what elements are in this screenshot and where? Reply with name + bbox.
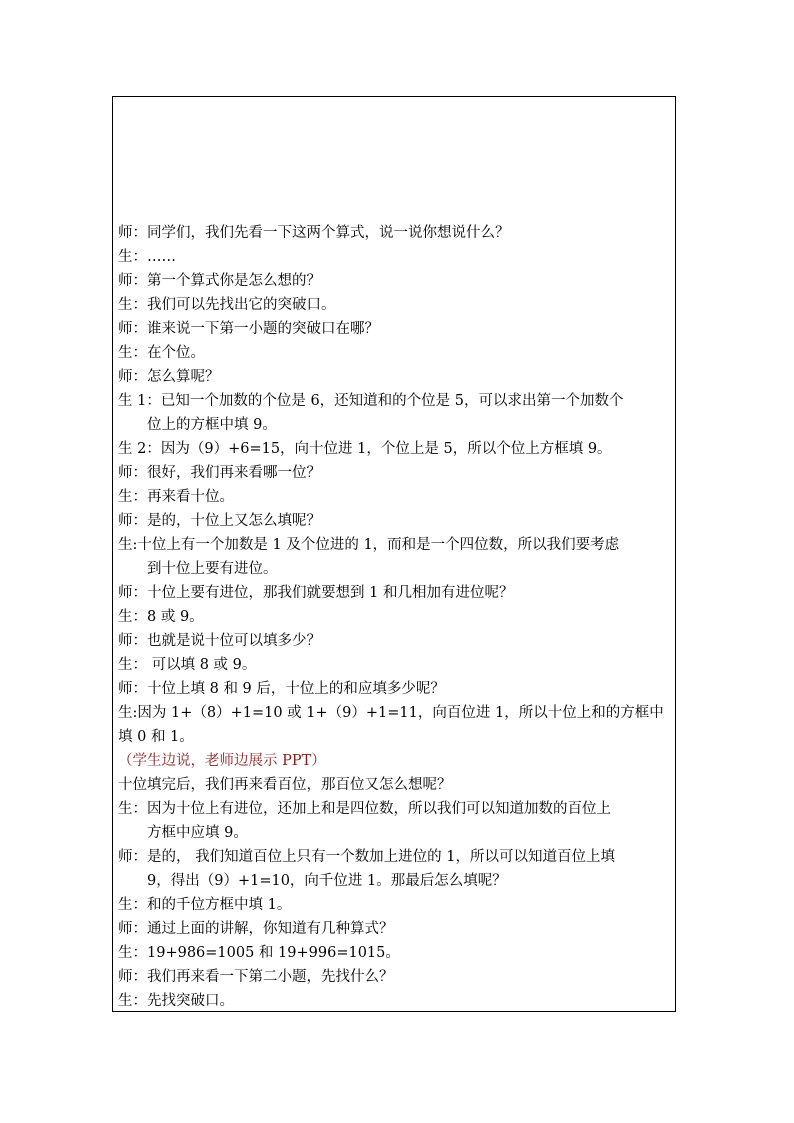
dialogue-line <box>118 437 674 461</box>
dialogue-line <box>118 293 674 317</box>
dialogue-line <box>118 365 674 389</box>
utterance-text: 再来看十位。 <box>147 489 234 505</box>
dialogue-line <box>118 701 674 725</box>
speaker-label: 生： <box>118 489 147 505</box>
dialogue-line <box>118 269 674 293</box>
utterance-text: 我们可以先找出它的突破口。 <box>147 297 336 313</box>
dialogue-line-continuation: 方框中应填 9。 <box>147 825 248 841</box>
dialogue-line-continuation: 9，得出（9）+1=10，向千位进 1。那最后怎么填呢？ <box>147 873 507 889</box>
speaker-label: 师： <box>118 465 147 481</box>
dialogue-line <box>118 677 674 701</box>
utterance-text: 通过上面的讲解，你知道有几种算式？ <box>147 921 394 937</box>
dialogue-line <box>118 533 674 557</box>
utterance-text: 十位上填 8 和 9 后，十位上的和应填多少呢？ <box>147 681 445 697</box>
speaker-label: 生: <box>118 705 138 721</box>
dialogue-line <box>118 725 674 749</box>
dialogue-line <box>118 653 674 677</box>
speaker-label: 师： <box>118 921 147 937</box>
utterance-text: 我们再来看一下第二小题，先找什么？ <box>147 969 394 985</box>
speaker-label: 师： <box>118 369 147 385</box>
speaker-label: 生： <box>118 345 147 361</box>
utterance-text: 是的，十位上又怎么填呢？ <box>147 513 321 529</box>
utterance-text: …… <box>147 249 176 265</box>
speaker-label: 生 1： <box>118 393 161 409</box>
speaker-label: 师： <box>118 321 147 337</box>
dialogue-line <box>118 509 674 533</box>
utterance-text: 也就是说十位可以填多少？ <box>147 633 321 649</box>
speaker-label: 师： <box>118 513 147 529</box>
speaker-label: 师： <box>118 849 147 865</box>
utterance-text: 十位上要有进位，那我们就要想到 1 和几相加有进位呢？ <box>147 585 514 601</box>
speaker-label: 生： <box>118 297 147 313</box>
dialogue-line <box>118 581 674 605</box>
utterance-text: 和的千位方框中填 1。 <box>147 897 292 913</box>
speaker-label: 生： <box>118 945 147 961</box>
utterance-text: 8 或 9。 <box>147 609 204 625</box>
speaker-label: 生： <box>118 897 147 913</box>
speaker-label: 师： <box>118 585 147 601</box>
speaker-label: 生： <box>118 609 147 625</box>
dialogue-line <box>118 773 674 797</box>
utterance-text: 因为（9）+6=15，向十位进 1，个位上是 5，所以个位上方框填 9。 <box>160 441 612 457</box>
utterance-text: 第一个算式你是怎么想的？ <box>147 273 321 289</box>
speaker-label: 师： <box>118 681 147 697</box>
dialogue-line <box>118 941 674 965</box>
speaker-label: 生： <box>118 993 147 1009</box>
utterance-text: 填 0 和 1。 <box>118 729 194 745</box>
dialogue-line <box>118 317 674 341</box>
dialogue-line <box>118 893 674 917</box>
utterance-text: 在个位。 <box>147 345 205 361</box>
utterance-text: 谁来说一下第一小题的突破口在哪？ <box>147 321 379 337</box>
speaker-label: 师： <box>118 633 147 649</box>
speaker-label: 师： <box>118 969 147 985</box>
utterance-text: 已知一个加数的个位是 6，还知道和的个位是 5，可以求出第一个加数个 <box>160 393 624 409</box>
dialogue-line <box>118 605 674 629</box>
utterance-text: 19+986=1005 和 19+996=1015。 <box>147 945 400 961</box>
dialogue-line <box>118 797 674 821</box>
dialogue-line <box>118 341 674 365</box>
utterance-text: 可以填 8 或 9。 <box>147 657 257 673</box>
dialogue-line <box>118 389 674 413</box>
dialogue-line <box>118 989 674 1013</box>
speaker-label: 师： <box>118 225 147 241</box>
utterance-text: 因为 1+（8）+1=10 或 1+（9）+1=11，向百位进 1，所以十位上和的方框中 <box>137 705 664 721</box>
stage-note: （学生边说，老师边展示 PPT） <box>118 753 326 769</box>
dialogue-line <box>118 845 674 869</box>
speaker-label: 生: <box>118 537 138 553</box>
utterance-text: 怎么算呢？ <box>147 369 220 385</box>
speaker-label: 生： <box>118 801 147 817</box>
utterance-text: 是的， 我们知道百位上只有一个数加上进位的 1，所以可以知道百位上填 <box>147 849 615 865</box>
speaker-label: 生 2： <box>118 441 161 457</box>
utterance-text: 十位填完后，我们再来看百位，那百位又怎么想呢？ <box>118 777 452 793</box>
speaker-label: 师： <box>118 273 147 289</box>
dialogue-line <box>118 221 674 245</box>
dialogue-line <box>118 245 674 269</box>
utterance-text: 同学们，我们先看一下这两个算式，说一说你想说什么？ <box>147 225 510 241</box>
dialogue-line-continuation: 位上的方框中填 9。 <box>147 417 277 433</box>
speaker-label: 生： <box>118 657 147 673</box>
speaker-label: 生： <box>118 249 147 265</box>
dialogue-line <box>118 461 674 485</box>
utterance-text: 因为十位上有进位，还加上和是四位数，所以我们可以知道加数的百位上 <box>147 801 611 817</box>
dialogue-transcript <box>118 221 674 1013</box>
utterance-text: 很好，我们再来看哪一位？ <box>147 465 321 481</box>
dialogue-line <box>118 629 674 653</box>
utterance-text: 十位上有一个加数是 1 及个位进的 1，而和是一个四位数，所以我们要考虑 <box>137 537 620 553</box>
dialogue-line-continuation: 到十位上要有进位。 <box>147 561 278 577</box>
utterance-text: 先找突破口。 <box>147 993 234 1009</box>
dialogue-line <box>118 965 674 989</box>
dialogue-line <box>118 917 674 941</box>
dialogue-line <box>118 485 674 509</box>
